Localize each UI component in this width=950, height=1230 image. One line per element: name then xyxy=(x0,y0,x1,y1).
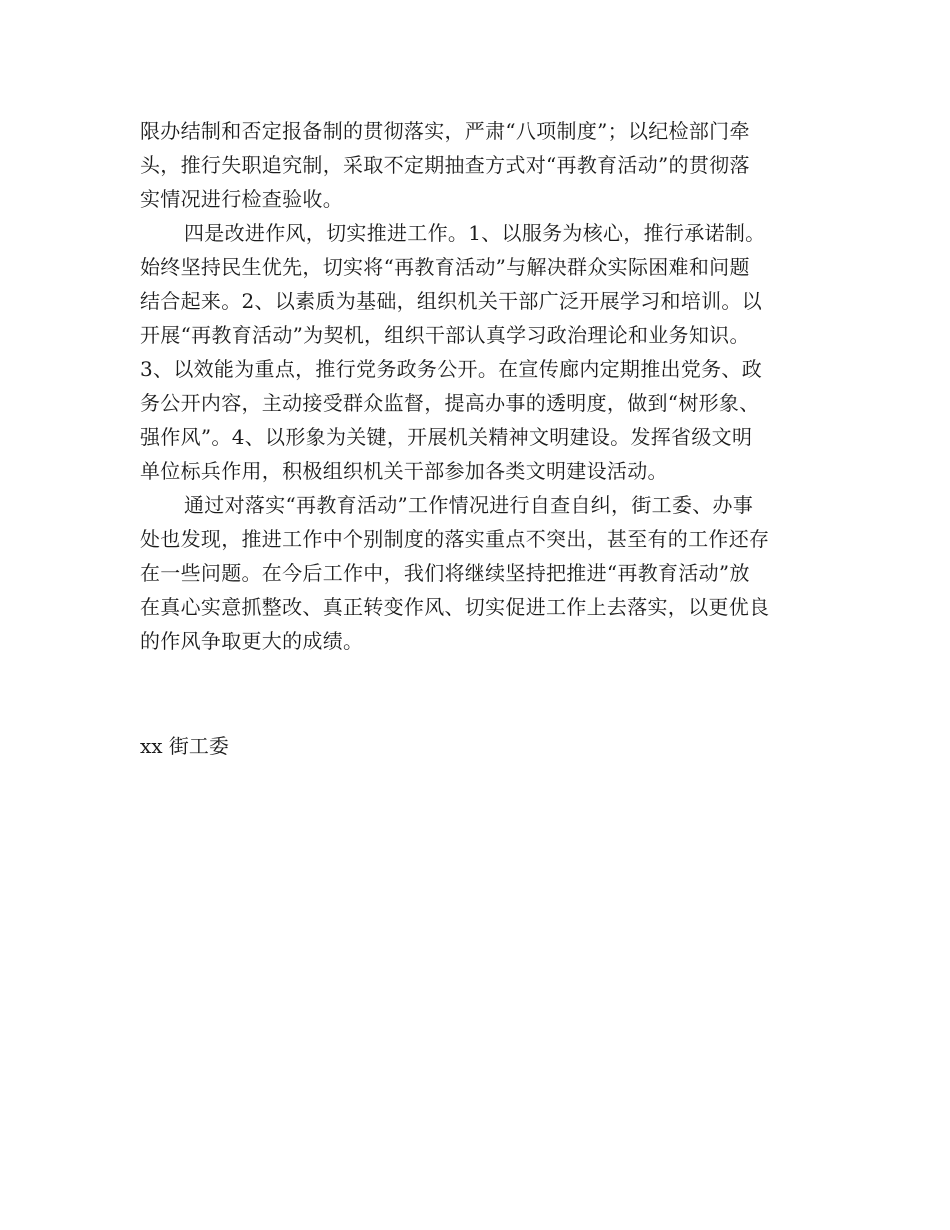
paragraph-2-line-7: 强作风”。4、以形象为关键，开展机关精神文明建设。发挥省级文明 xyxy=(140,425,753,449)
paragraph-1-line-1: 限办结制和否定报备制的贯彻落实，严肃“八项制度”；以纪检部门牵 xyxy=(140,119,750,143)
paragraph-3-line-5: 的作风争取更大的成绩。 xyxy=(140,629,364,653)
paragraph-1-line-2: 头，推行失职追究制，采取不定期抽查方式对“再教育活动”的贯彻落 xyxy=(140,153,750,177)
paragraph-2-line-3: 结合起来。2、以素质为基础，组织机关干部广泛开展学习和培训。以 xyxy=(140,289,763,313)
paragraph-2-line-2: 始终坚持民生优先，切实将“再教育活动”与解决群众实际困难和问题 xyxy=(140,255,750,279)
paragraph-3-line-3: 在一些问题。在今后工作中，我们将继续坚持把推进“再教育活动”放 xyxy=(140,561,750,585)
paragraph-3-line-2: 处也发现，推进工作中个别制度的落实重点不突出，甚至有的工作还存 xyxy=(140,527,770,551)
paragraph-2-line-5: 3、以效能为重点，推行党务政务公开。在宣传廊内定期推出党务、政 xyxy=(140,357,763,381)
paragraph-3-line-4: 在真心实意抓整改、真正转变作风、切实促进工作上去落实，以更优良 xyxy=(140,595,770,619)
paragraph-2-line-8: 单位标兵作用，积极组织机关干部参加各类文明建设活动。 xyxy=(140,459,668,483)
signature: xx 街工委 xyxy=(140,734,229,758)
paragraph-1-line-3: 实情况进行检查验收。 xyxy=(140,187,343,211)
paragraph-2-line-4: 开展“再教育活动”为契机，组织干部认真学习政治理论和业务知识。 xyxy=(140,323,750,347)
paragraph-3-line-1: 通过对落实“再教育活动”工作情况进行自查自纠，街工委、办事 xyxy=(184,493,754,517)
document-body xyxy=(140,114,840,658)
paragraph-2-line-6: 务公开内容，主动接受群众监督，提高办事的透明度，做到“树形象、 xyxy=(140,391,760,415)
paragraph-2-line-1: 四是改进作风，切实推进工作。1、以服务为核心，推行承诺制。 xyxy=(184,221,766,245)
